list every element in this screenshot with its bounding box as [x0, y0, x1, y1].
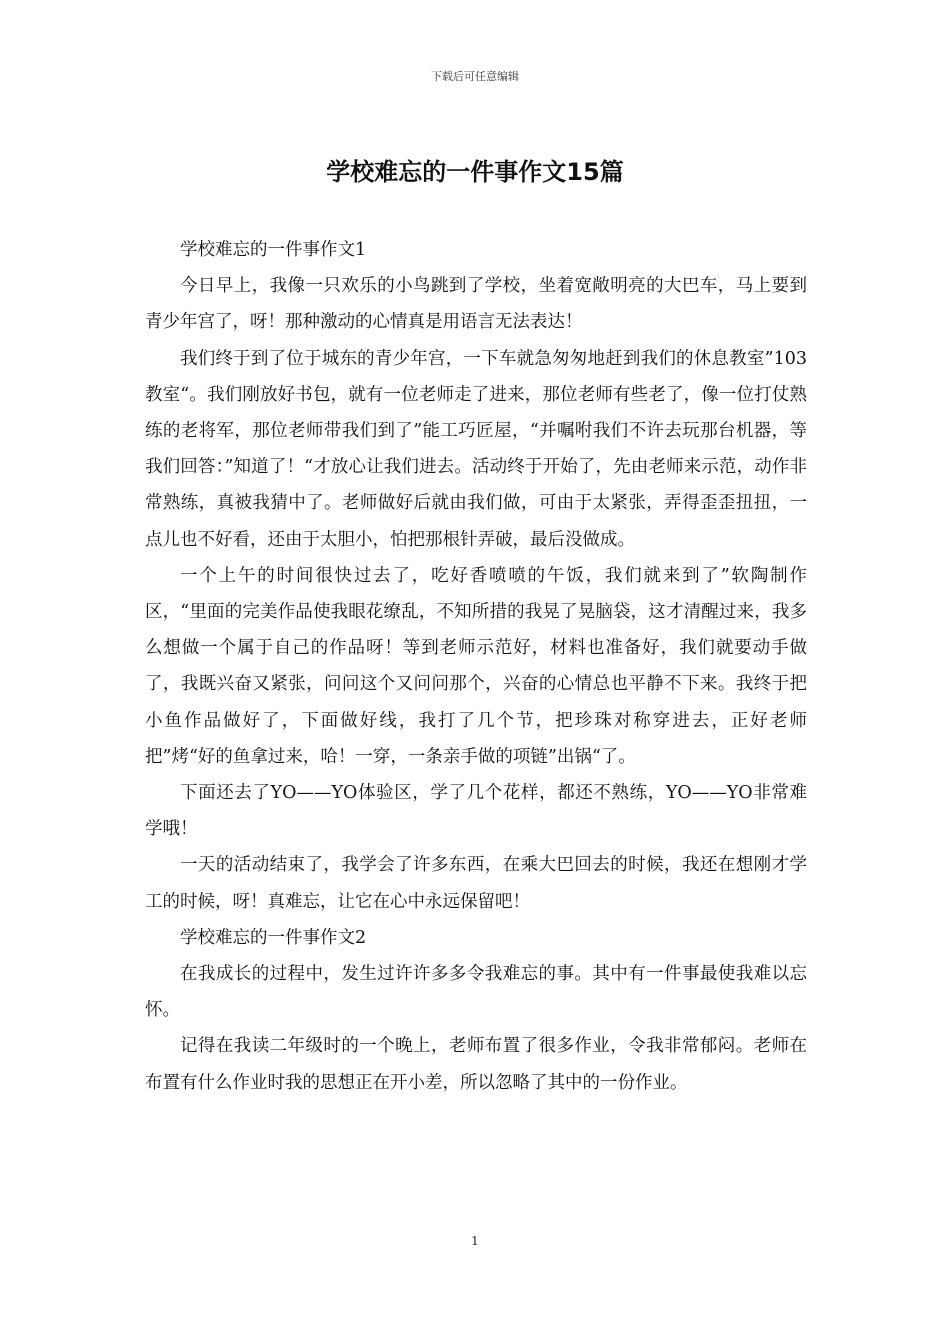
- paragraph: 一天的活动结束了，我学会了许多东西，在乘大巴回去的时候，我还在想刚才学工的时候，呀！真难忘，让它在心中永远保留吧！: [145, 855, 807, 912]
- paragraph: 我们终于到了位于城东的青少年宫，一下车就急匆匆地赶到我们的休息教室”103教室“。我们刚放好书包，就有一位老师走了进来，那位老师有些老了，像一位打仗熟练的老将军，那位老师带我们到了”能工巧匠屋，“并嘱咐我们不许去玩那台机器，等我们回答：”知道了！“才放心让我们进去。活动终于开始了，先由老师来示范，动作非常熟练，真被我猜中了。老师做好后就由我们做，可由于太紧张，弄得歪歪扭扭，一点儿也不好看，还由于太胆小，怕把那根针弄破，最后没做成。: [145, 348, 807, 550]
- paragraph: 一个上午的时间很快过去了，吃好香喷喷的午饭，我们就来到了”软陶制作区，“里面的完美作品使我眼花缭乱，不知所措的我晃了晃脑袋，这才清醒过来，我多么想做一个属于自己的作品呀！等到老师示范好，材料也准备好，我们就要动手做了，我既兴奋又紧张，问问这个又问问那个，兴奋的心情总也平静不下来。我终于把小鱼作品做好了，下面做好线，我打了几个节，把珍珠对称穿进去，正好老师把”烤“好的鱼拿过来，哈！一穿，一条亲手做的项链”出锅“了。: [145, 565, 807, 767]
- paragraph: 记得在我读二年级时的一个晚上，老师布置了很多作业，令我非常郁闷。老师在布置有什么作业时我的思想正在开小差，所以忽略了其中的一份作业。: [145, 1036, 807, 1093]
- paragraph: 今日早上，我像一只欢乐的小鸟跳到了学校，坐着宽敞明亮的大巴车，马上要到青少年宫了，呀！那种激动的心情真是用语言无法表达！: [145, 276, 807, 333]
- section-heading-1: 学校难忘的一件事作文1: [180, 240, 367, 260]
- page-number: 1: [471, 1234, 479, 1248]
- document-title: 学校难忘的一件事作文15篇: [326, 158, 624, 186]
- page-header: 下载后可任意编辑: [431, 70, 519, 83]
- paragraph: 下面还去了YO——YO体验区，学了几个花样，都还不熟练，YO——YO非常难学哦！: [145, 783, 807, 840]
- paragraph: 在我成长的过程中，发生过许许多多令我难忘的事。其中有一件事最使我难以忘怀。: [145, 964, 807, 1021]
- document-body: [145, 232, 807, 1101]
- section-heading-2: 学校难忘的一件事作文2: [180, 927, 367, 948]
